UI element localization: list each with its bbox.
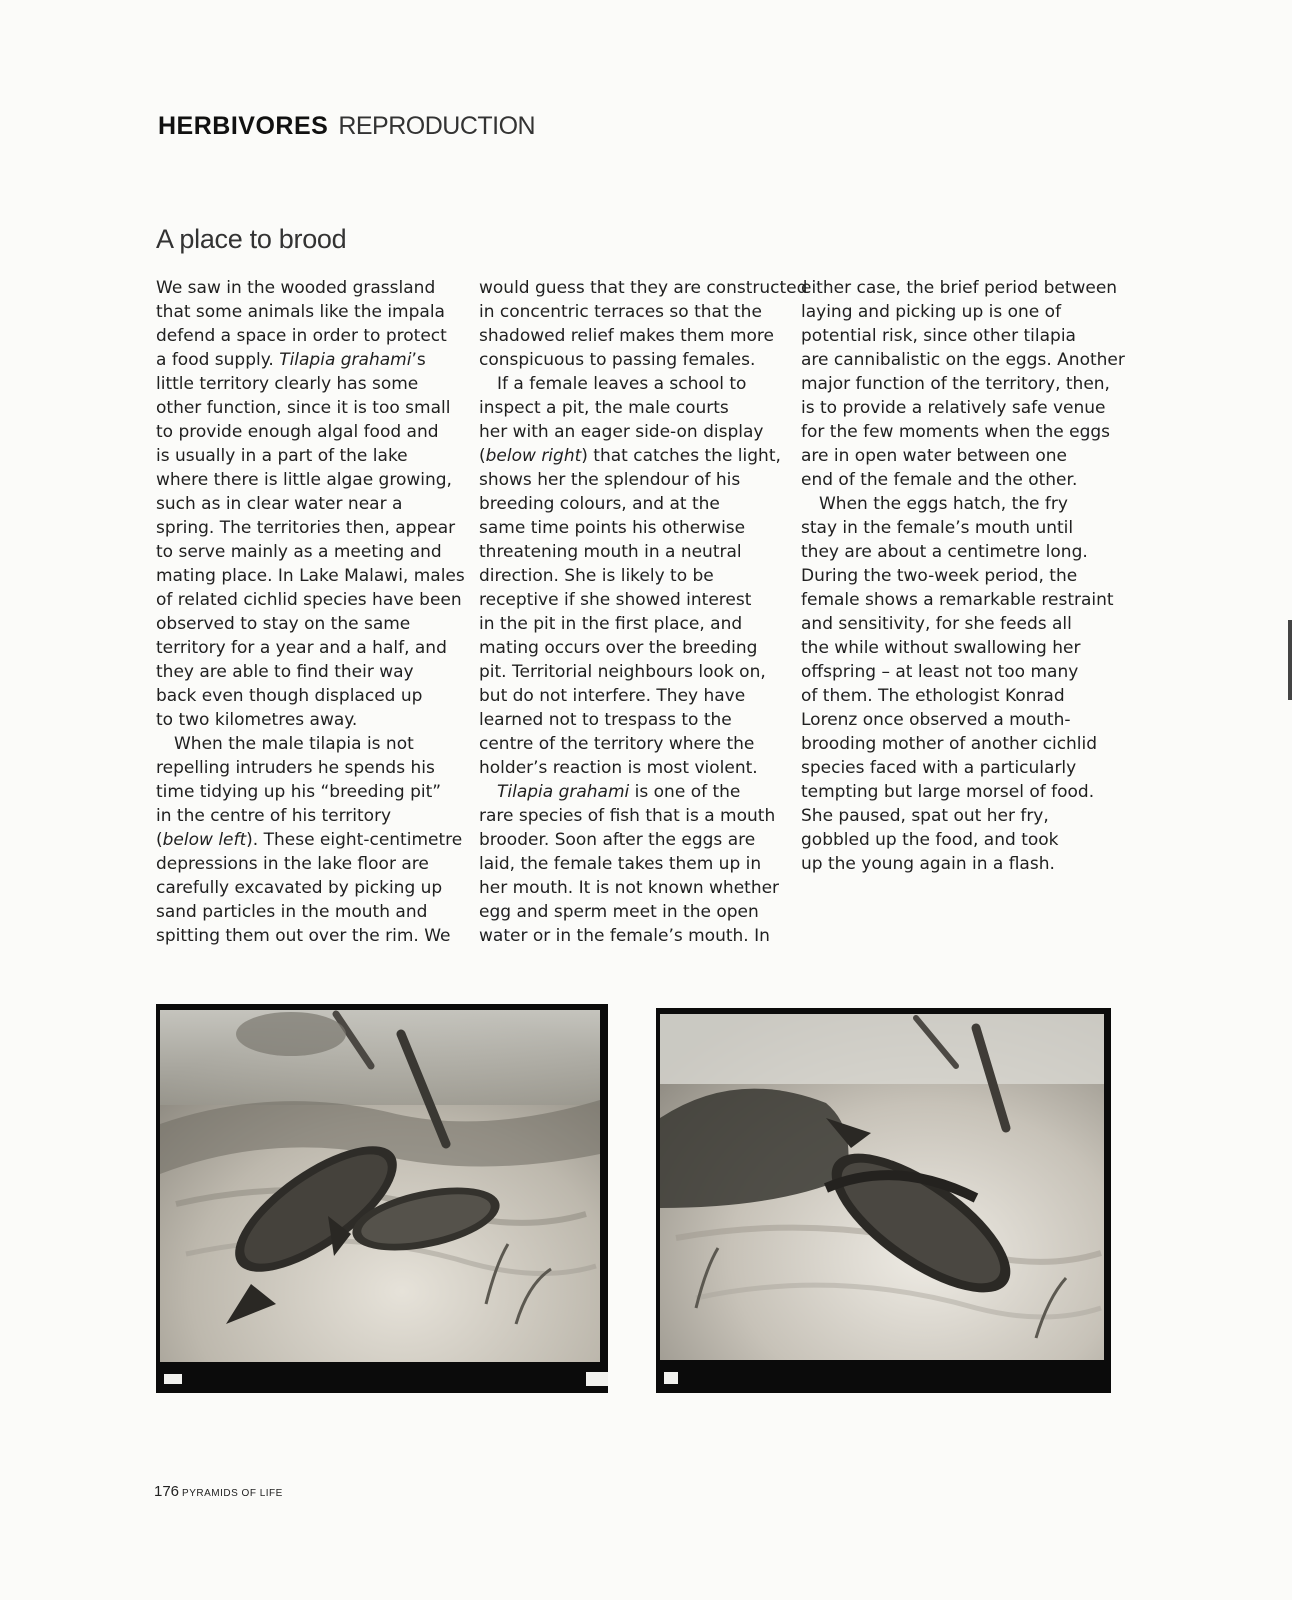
text-line: tempting but large morsel of food.	[801, 782, 1095, 802]
text-line: defend a space in order to protect	[156, 326, 447, 346]
text-line: in the pit in the first place, and	[479, 614, 743, 634]
text-line: for the few moments when the eggs	[801, 422, 1111, 442]
text-line: direction. She is likely to be	[479, 566, 714, 586]
text-line: to provide enough algal food and	[156, 422, 439, 442]
text-line: are cannibalistic on the eggs. Another	[801, 350, 1125, 370]
text-column-3	[801, 276, 1125, 876]
section-label: HERBIVORES	[158, 112, 329, 140]
text-line: sand particles in the mouth and	[156, 902, 428, 922]
text-line: are in open water between one	[801, 446, 1068, 466]
text-line: they are able to find their way	[156, 662, 414, 682]
text-line: mating occurs over the breeding	[479, 638, 758, 658]
text-line: a food supply. Tilapia grahami’s	[156, 350, 426, 370]
text-line: breeding colours, and at the	[479, 494, 720, 514]
text-line: same time points his otherwise	[479, 518, 746, 538]
page-footer	[154, 1483, 283, 1501]
text-line: to two kilometres away.	[156, 710, 358, 730]
text-line: is to provide a relatively safe venue	[801, 398, 1106, 418]
text-line: rare species of fish that is a mouth	[479, 806, 776, 826]
text-line: that some animals like the impala	[156, 302, 445, 322]
italic-term: below right	[485, 446, 582, 466]
text-line: We saw in the wooded grassland	[156, 278, 436, 298]
subsection-label: REPRODUCTION	[338, 112, 536, 140]
text-line: Lorenz once observed a mouth-	[801, 710, 1071, 730]
text-line: shadowed relief makes them more	[479, 326, 775, 346]
text-line: depressions in the lake floor are	[156, 854, 429, 874]
photo-male-courtship-display	[656, 1008, 1111, 1393]
text-line: to serve mainly as a meeting and	[156, 542, 442, 562]
text-line: species faced with a particularly	[801, 758, 1077, 778]
text-line: stay in the female’s mouth until	[801, 518, 1074, 538]
text-line: When the male tilapia is not	[174, 734, 414, 754]
book-title: PYRAMIDS OF LIFE	[182, 1488, 283, 1499]
text-line: up the young again in a flash.	[801, 854, 1055, 874]
running-header	[158, 112, 535, 141]
text-line: is usually in a part of the lake	[156, 446, 408, 466]
text-line: territory for a year and a half, and	[156, 638, 447, 658]
text-line: of them. The ethologist Konrad	[801, 686, 1065, 706]
text-line: in the centre of his territory	[156, 806, 392, 826]
text-line: but do not interfere. They have	[479, 686, 746, 706]
text-line: offspring – at least not too many	[801, 662, 1079, 682]
text-line: time tidying up his “breeding pit”	[156, 782, 442, 802]
text-line: of related cichlid species have been	[156, 590, 462, 610]
text-line: other function, since it is too small	[156, 398, 451, 418]
italic-term: below left	[162, 830, 247, 850]
text-line: where there is little algae growing,	[156, 470, 452, 490]
text-line: (below right) that catches the light,	[479, 446, 781, 466]
text-line: centre of the territory where the	[479, 734, 755, 754]
text-line: shows her the splendour of his	[479, 470, 741, 490]
text-line: Tilapia grahami is one of the	[497, 782, 741, 802]
text-line: inspect a pit, the male courts	[479, 398, 729, 418]
text-line: brooder. Soon after the eggs are	[479, 830, 756, 850]
text-line: laid, the female takes them up in	[479, 854, 762, 874]
text-line: threatening mouth in a neutral	[479, 542, 742, 562]
text-line: back even though displaced up	[156, 686, 423, 706]
text-line: holder’s reaction is most violent.	[479, 758, 758, 778]
text-line: her with an eager side-on display	[479, 422, 764, 442]
text-line: such as in clear water near a	[156, 494, 403, 514]
photo-male-tidying-breeding-pit	[156, 1004, 608, 1393]
text-line: spitting them out over the rim. We	[156, 926, 451, 946]
text-line: egg and sperm meet in the open	[479, 902, 759, 922]
page-number: 176	[154, 1483, 180, 1500]
text-line: repelling intruders he spends his	[156, 758, 435, 778]
text-line: brooding mother of another cichlid	[801, 734, 1098, 754]
text-line: pit. Territorial neighbours look on,	[479, 662, 766, 682]
text-line: would guess that they are constructed	[479, 278, 808, 298]
text-line: (below left). These eight-centimetre	[156, 830, 463, 850]
text-line: When the eggs hatch, the fry	[819, 494, 1068, 514]
text-line: During the two-week period, the	[801, 566, 1078, 586]
text-line: female shows a remarkable restraint	[801, 590, 1114, 610]
text-line: mating place. In Lake Malawi, males	[156, 566, 465, 586]
italic-term: Tilapia grahami	[279, 350, 412, 370]
page-edge-mark	[1288, 620, 1292, 700]
text-line: major function of the territory, then,	[801, 374, 1110, 394]
text-line: and sensitivity, for she feeds all	[801, 614, 1072, 634]
text-line: end of the female and the other.	[801, 470, 1078, 490]
text-line: laying and picking up is one of	[801, 302, 1062, 322]
text-line: spring. The territories then, appear	[156, 518, 456, 538]
text-line: her mouth. It is not known whether	[479, 878, 780, 898]
text-line: conspicuous to passing females.	[479, 350, 756, 370]
text-line: the while without swallowing her	[801, 638, 1081, 658]
text-line: potential risk, since other tilapia	[801, 326, 1076, 346]
text-line: in concentric terraces so that the	[479, 302, 762, 322]
text-line: observed to stay on the same	[156, 614, 411, 634]
text-line: little territory clearly has some	[156, 374, 419, 394]
text-column-2	[479, 276, 808, 948]
article-title: A place to brood	[156, 224, 347, 254]
text-line: If a female leaves a school to	[497, 374, 747, 394]
text-line: they are about a centimetre long.	[801, 542, 1088, 562]
italic-term: Tilapia grahami	[497, 782, 630, 802]
text-line: either case, the brief period between	[801, 278, 1118, 298]
text-line: water or in the female’s mouth. In	[479, 926, 770, 946]
text-line: carefully excavated by picking up	[156, 878, 443, 898]
text-line: learned not to trespass to the	[479, 710, 732, 730]
text-column-1	[156, 276, 465, 948]
text-line: gobbled up the food, and took	[801, 830, 1059, 850]
text-line: receptive if she showed interest	[479, 590, 752, 610]
text-line: She paused, spat out her fry,	[801, 806, 1049, 826]
